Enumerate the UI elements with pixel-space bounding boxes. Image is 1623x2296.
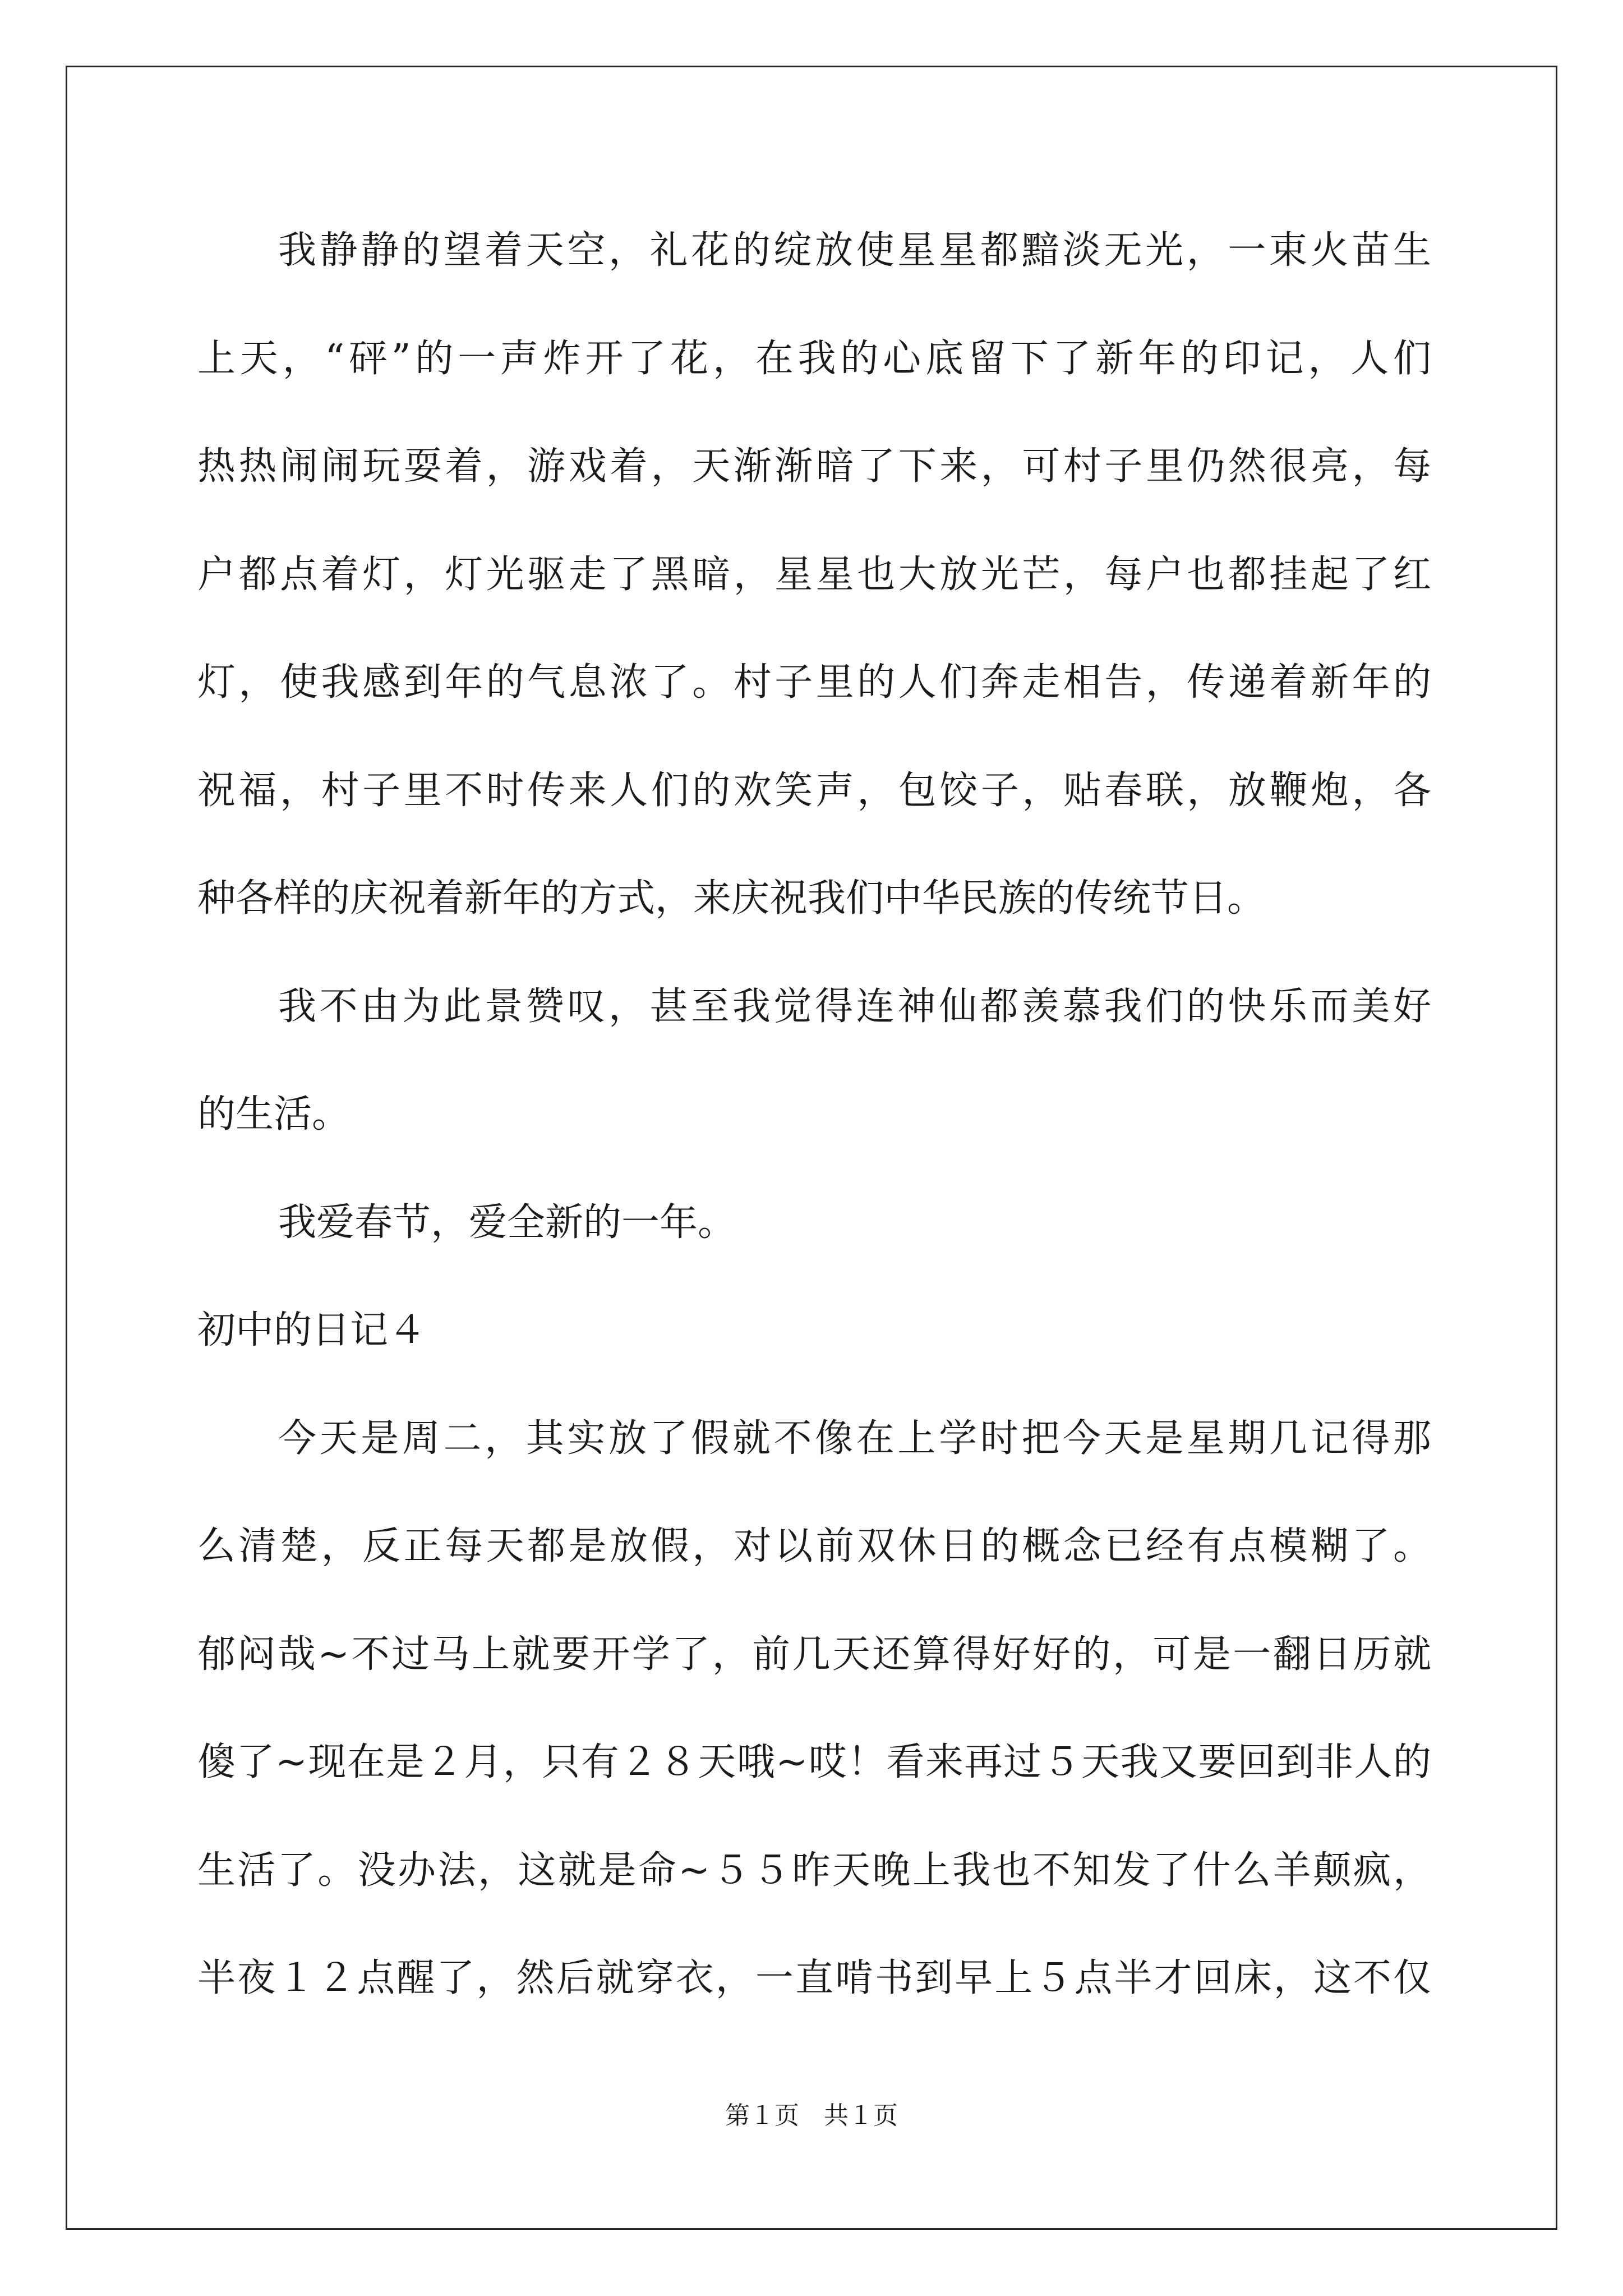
paragraph-line: 今天是周二，其实放了假就不像在上学时把今天是星期几记得那 xyxy=(278,1416,1431,1461)
paragraph-line: 灯，使我感到年的气息浓了。村子里的人们奔走相告，传递着新年的 xyxy=(197,660,1431,705)
paragraph-line: 傻了~现在是２月，只有２８天哦~哎！看来再过５天我又要回到非人的 xyxy=(197,1740,1431,1784)
paragraph-line: 生活了。没办法，这就是命~５５昨天晚上我也不知发了什么羊颠疯， xyxy=(197,1848,1431,1893)
paragraph-line: 我不由为此景赞叹，甚至我觉得连神仙都羡慕我们的快乐而美好 xyxy=(278,984,1431,1029)
paragraph-line: 的生活。 xyxy=(197,1092,351,1137)
paragraph-line: 热热闹闹玩耍着，游戏着，天渐渐暗了下来，可村子里仍然很亮，每 xyxy=(197,444,1431,489)
paragraph-line: 我爱春节，爱全新的一年。 xyxy=(278,1200,736,1245)
paragraph-line: 祝福，村子里不时传来人们的欢笑声，包饺子，贴春联，放鞭炮，各 xyxy=(197,769,1431,813)
paragraph-line: 户都点着灯，灯光驱走了黑暗，星星也大放光芒，每户也都挂起了红 xyxy=(197,553,1431,597)
page-border xyxy=(66,66,1557,2230)
paragraph-line: 半夜１２点醒了，然后就穿衣，一直啃书到早上５点半才回床，这不仅 xyxy=(197,1956,1431,2000)
paragraph-line: 么清楚，反正每天都是放假，对以前双休日的概念已经有点模糊了。 xyxy=(197,1524,1431,1568)
paragraph-line: 郁闷哉~不过马上就要开学了，前几天还算得好好的，可是一翻日历就 xyxy=(197,1632,1431,1677)
paragraph-line: 上天，“砰”的一声炸开了花，在我的心底留下了新年的印记，人们 xyxy=(197,337,1431,381)
section-title: 初中的日记４ xyxy=(197,1308,427,1352)
paragraph-line: 我静静的望着天空，礼花的绽放使星星都黯淡无光，一束火苗生 xyxy=(278,228,1431,273)
page-footer: 第１页 共１页 xyxy=(725,2101,898,2130)
paragraph-line: 种各样的庆祝着新年的方式，来庆祝我们中华民族的传统节日。 xyxy=(197,876,1266,921)
